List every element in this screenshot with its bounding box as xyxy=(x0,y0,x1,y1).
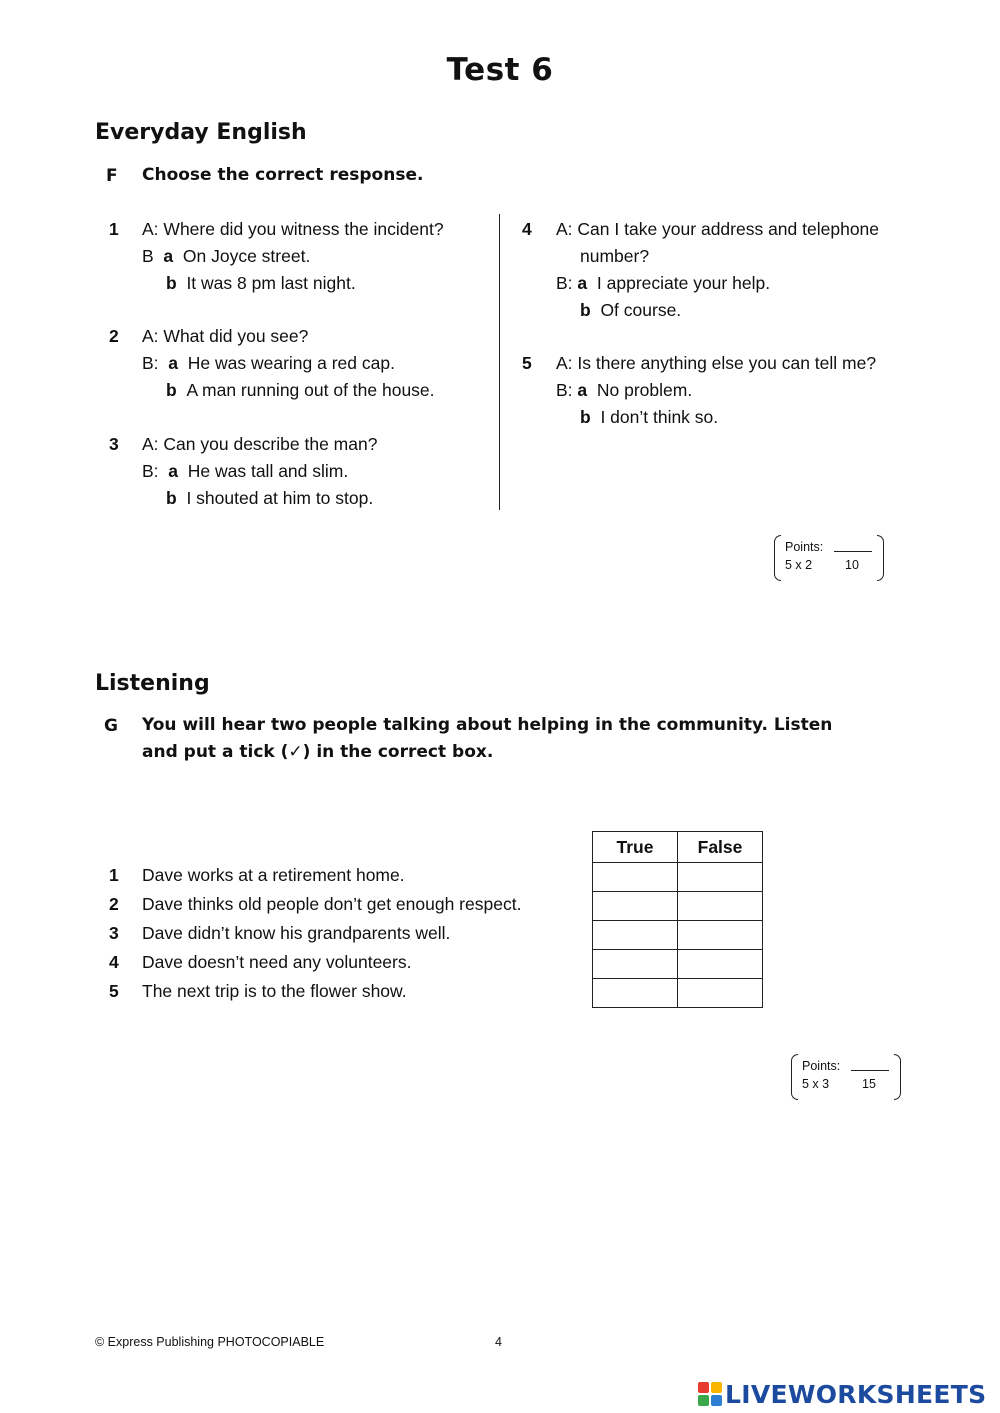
true-false-table xyxy=(592,831,763,1008)
statement-number: 2 xyxy=(109,894,119,914)
question-text: A: Can you describe the man? xyxy=(142,434,378,454)
question-text: A: What did you see? xyxy=(142,326,309,346)
points-label: Points: xyxy=(785,540,824,554)
question-text: A: Where did you witness the incident? xyxy=(142,219,444,239)
statement-text: The next trip is to the flower show. xyxy=(142,981,407,1001)
tick-box-true[interactable] xyxy=(593,892,678,921)
answer-option-a[interactable]: B a On Joyce street. xyxy=(142,246,311,266)
points-calculation: 5 x 3 xyxy=(802,1077,830,1091)
points-label: Points: xyxy=(802,1059,841,1073)
question-text: A: Can I take your address and telephone xyxy=(556,219,880,239)
page-number: 4 xyxy=(495,1335,502,1349)
points-total: 10 xyxy=(845,558,859,572)
column-header-false: False xyxy=(678,832,763,863)
tick-box-true[interactable] xyxy=(593,921,678,950)
points-box-f xyxy=(774,535,884,579)
statement-text: Dave thinks old people don’t get enough respect. xyxy=(142,894,522,914)
answer-option-a[interactable]: B: a He was tall and slim. xyxy=(142,461,349,481)
section-heading-listening: Listening xyxy=(95,671,210,696)
liveworksheets-brand-text: LIVEWORKSHEETS xyxy=(725,1379,987,1409)
exercise-letter-g: G xyxy=(104,716,118,736)
answer-option-a[interactable]: B: a No problem. xyxy=(556,380,693,400)
answer-option-b[interactable]: b I shouted at him to stop. xyxy=(166,488,374,508)
statement-number: 5 xyxy=(109,981,119,1001)
question-number: 2 xyxy=(109,326,119,346)
tick-box-true[interactable] xyxy=(593,979,678,1008)
tick-box-true[interactable] xyxy=(593,950,678,979)
section-heading-everyday-english: Everyday English xyxy=(95,120,307,145)
tick-box-false[interactable] xyxy=(678,979,763,1008)
footer-copyright: © Express Publishing PHOTOCOPIABLE xyxy=(95,1335,325,1349)
statement-number: 3 xyxy=(109,923,119,943)
column-header-true: True xyxy=(593,832,678,863)
question-number: 1 xyxy=(109,219,119,239)
exercise-letter-f: F xyxy=(106,166,118,186)
tick-box-true[interactable] xyxy=(593,863,678,892)
points-calculation: 5 x 2 xyxy=(785,558,813,572)
answer-option-b[interactable]: b I don’t think so. xyxy=(580,407,719,427)
page-title: Test 6 xyxy=(446,52,554,88)
logo-square-red xyxy=(698,1382,709,1393)
statement-text: Dave didn’t know his grandparents well. xyxy=(142,923,451,943)
points-box-g xyxy=(791,1054,901,1098)
statement-text: Dave works at a retirement home. xyxy=(142,865,405,885)
statement-text: Dave doesn’t need any volunteers. xyxy=(142,952,412,972)
question-text-continued: number? xyxy=(580,246,650,266)
question-number: 5 xyxy=(522,353,532,373)
exercise-g-instruction-line2: and put a tick (✓) in the correct box. xyxy=(142,742,494,762)
answer-option-b[interactable]: b Of course. xyxy=(580,300,682,320)
column-divider xyxy=(499,214,500,510)
score-blank[interactable] xyxy=(851,1070,889,1071)
logo-square-blue xyxy=(711,1395,722,1406)
answer-option-a[interactable]: B: a I appreciate your help. xyxy=(556,273,771,293)
score-blank[interactable] xyxy=(834,551,872,552)
liveworksheets-logo xyxy=(698,1378,986,1410)
liveworksheets-icon xyxy=(698,1382,722,1406)
tick-box-false[interactable] xyxy=(678,863,763,892)
statement-number: 4 xyxy=(109,952,119,972)
logo-square-yellow xyxy=(711,1382,722,1393)
logo-square-green xyxy=(698,1395,709,1406)
answer-option-a[interactable]: B: a He was wearing a red cap. xyxy=(142,353,395,373)
exercise-f-instruction: Choose the correct response. xyxy=(142,165,424,185)
question-number: 3 xyxy=(109,434,119,454)
question-number: 4 xyxy=(522,219,532,239)
points-total: 15 xyxy=(862,1077,876,1091)
answer-option-b[interactable]: b It was 8 pm last night. xyxy=(166,273,356,293)
question-text: A: Is there anything else you can tell me? xyxy=(556,353,877,373)
statement-number: 1 xyxy=(109,865,119,885)
tick-box-false[interactable] xyxy=(678,950,763,979)
exercise-g-instruction-line1: You will hear two people talking about helping in the community. Listen xyxy=(142,715,833,735)
tick-box-false[interactable] xyxy=(678,892,763,921)
tick-box-false[interactable] xyxy=(678,921,763,950)
answer-option-b[interactable]: b A man running out of the house. xyxy=(166,380,435,400)
